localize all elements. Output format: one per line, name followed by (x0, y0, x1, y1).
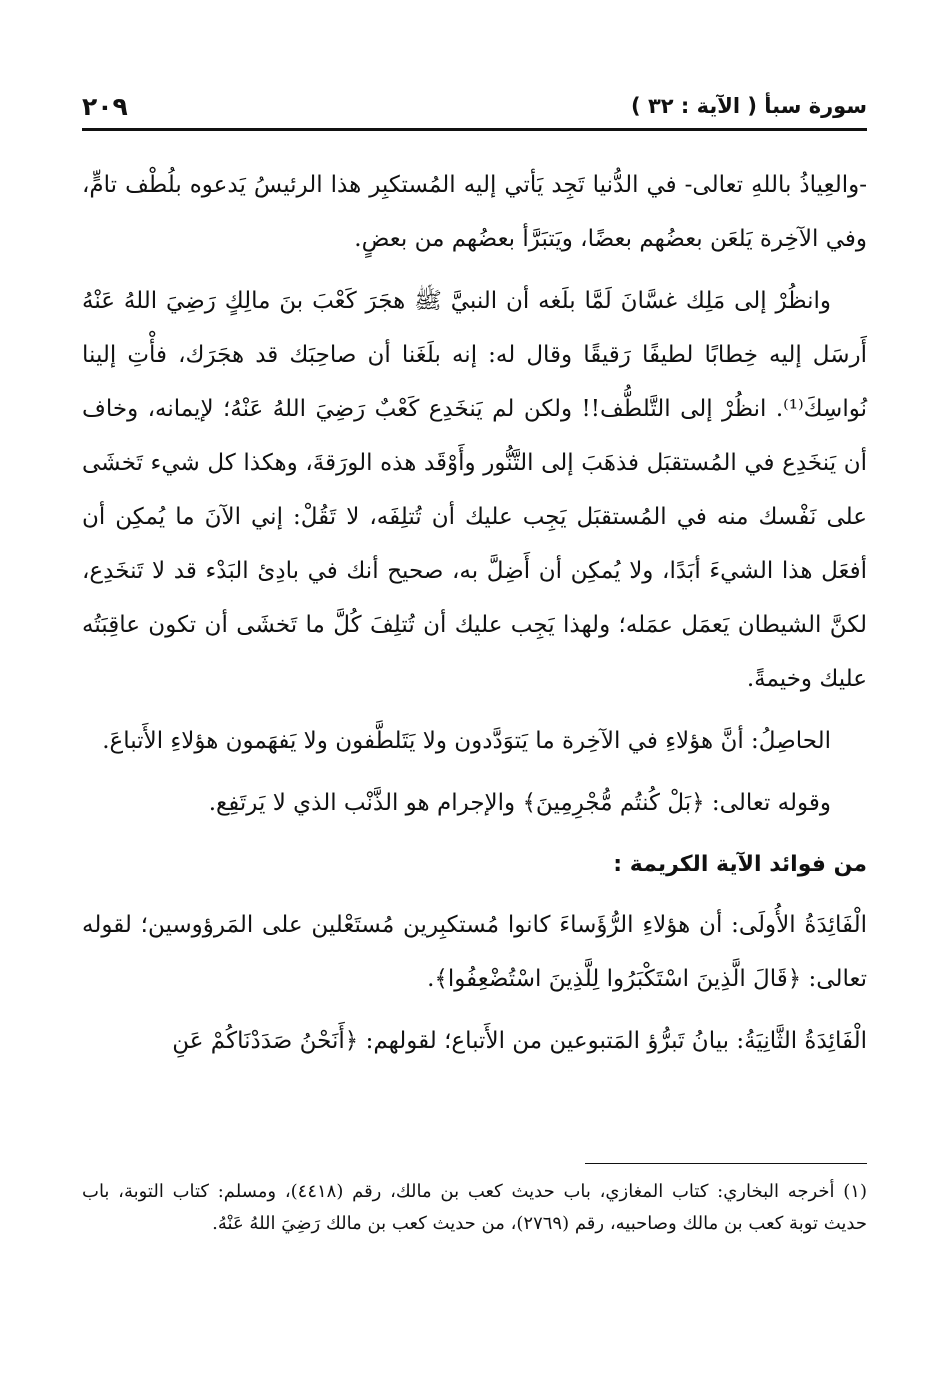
surah-title: سورة سبأ ( الآية : ٣٢ ) (631, 94, 867, 118)
benefit-paragraph: الْفَائِدَةُ الثَّانِيَةُ: بيانُ تَبرُّؤ المَتبوعين من الأَتباع؛ لقولهم: ﴿أَنَحْنُ صَدَدْنَاكُمْ عَنِ (172, 1028, 867, 1054)
footnote-divider (585, 1163, 867, 1164)
paragraph: وانظُرْ إلى مَلِك غسَّانَ لَمَّا بلَغه أن النبيَّ ﷺ هجَرَ كَعْبَ بنَ مالِكٍ رَضِيَ اللهُ عَنْهُ أَرسَل إليه خِطابًا لطيفًا رَقيقًا وقال له: إنه بلَغَنا أن صاحِبَك قد هجَرَك، فأْتِ إلينا نُواسِكَ⁽¹⁾. انظُرْ إلى التَّلطُّف!! ولكن لم يَنخَدِع كَعْبٌ رَضِيَ اللهُ عَنْهُ؛ لإيمانه، وخاف أن يَنخَدِع في المُستقبَل فذهَبَ إلى التَّنُّور وأَوْقَد هذه الورَقةَ، وهكذا كل شيء تَخشَى على نَفْسك منه في المُستقبَل يَجِب عليك أن تُتلِفَه، لا تَقُلْ: إني الآنَ ما يُمكِن أن أفعَل هذا الشيءَ أبَدًا، ولا يُمكِن أن أَضِلَّ به، صحيح أنك في بادِئ البَدْء قد لا تَنخَدِع، لكنَّ الشيطان يَعمَل عمَله؛ ولهذا يَجِب عليك أن تُتلِفَ كُلَّ ما تَخشَى أن تكون عاقِبَتُه عليك وخيمةً. (82, 288, 867, 692)
main-text (82, 158, 867, 1076)
page-number: ٢٠٩ (82, 92, 128, 121)
page-header (82, 92, 867, 131)
benefit-paragraph: الْفَائِدَةُ الأُولَى: أن هؤلاءِ الرُّؤَساءَ كانوا مُستكبِرين مُستَعْلين على المَرؤوسين؛ لقوله تعالى: ﴿قَالَ الَّذِينَ اسْتَكْبَرُوا لِلَّذِينَ اسْتُضْعِفُوا﴾. (82, 912, 867, 992)
footnote: (١) أخرجه البخاري: كتاب المغازي، باب حديث كعب بن مالك، رقم (٤٤١٨)، ومسلم: كتاب التوبة، باب حديث توبة كعب بن مالك وصاحبيه، رقم (٢٧٦٩)، من حديث كعب بن مالك رَضِيَ اللهُ عَنْهُ. (82, 1181, 867, 1234)
paragraph: وقوله تعالى: ﴿بَلْ كُنتُم مُّجْرِمِينَ﴾ والإجرام هو الذَّنْب الذي لا يَرتَفِع. (208, 790, 831, 816)
section-heading: من فوائد الآية الكريمة : (613, 852, 867, 877)
paragraph: الحاصِلُ: أنَّ هؤلاءِ في الآخِرة ما يَتوَدَّدون ولا يَتَلطَّفون ولا يَفهَمون هؤلاءِ الأَتباعَ. (102, 728, 831, 754)
paragraph: -والعِياذُ باللهِ تعالى- في الدُّنيا تَجِد يَأتي إليه المُستكبِر هذا الرئيسُ يَدعوه بلُطْف تامٍّ، وفي الآخِرة يَلعَن بعضُهم بعضًا، ويَتبَرَّأ بعضُهم من بعضٍ. (82, 172, 867, 252)
